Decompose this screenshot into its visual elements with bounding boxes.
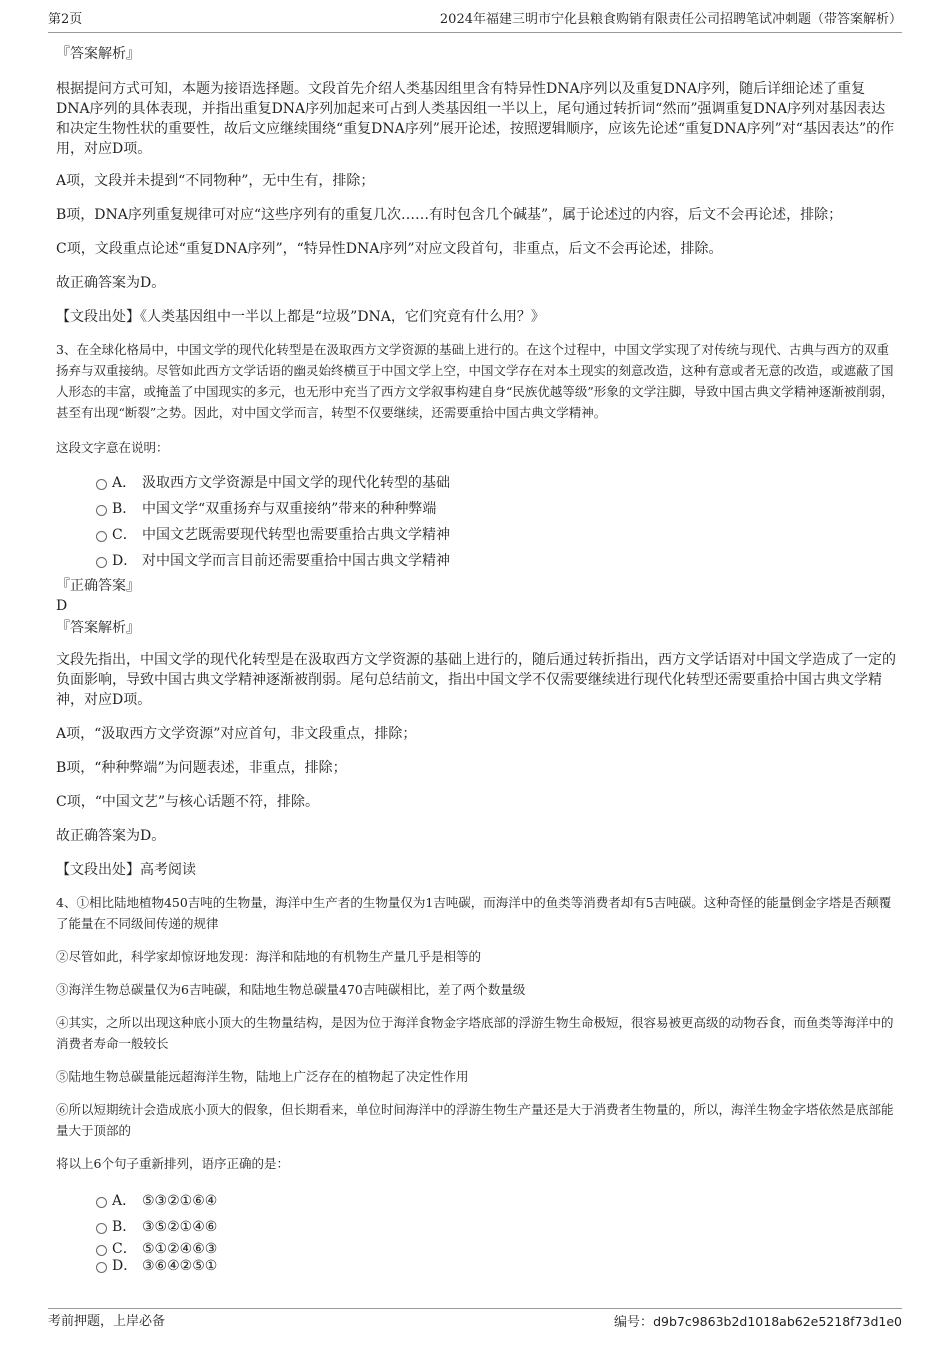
option-text: 中国文艺既需要现代转型也需要重拾古典文学精神 (142, 527, 450, 543)
code-label: 编号： (614, 1315, 654, 1330)
q4-option-a[interactable] (56, 1188, 898, 1214)
option-letter: D． (112, 1258, 138, 1274)
q2-analysis-label: 『答案解析』 (56, 46, 140, 62)
document-title: 2024年福建三明市宁化县粮食购销有限责任公司招聘笔试冲刺题（带答案解析） (439, 12, 902, 27)
radio-button[interactable] (96, 505, 107, 516)
option-text: ③⑤②①④⑥ (142, 1219, 218, 1235)
q3-analysis: 文段先指出，中国文学的现代化转型是在汲取西方文学资源的基础上进行的，随后通过转折指出，西方文学话语对中国文学造成了一定的负面影响，导致中国古典文学精神逐渐被削弱。尾句总结前文，指出中国文学不仅需要继续进行现代化转型还需要重拾中国古典文学精神，对应D项。 (56, 652, 896, 708)
q3-option-a-explain: A项，“汲取西方文学资源”对应首句，非文段重点，排除； (56, 726, 417, 742)
code-value: d9b7c9863b2d1018ab62e5218f73d1e0 (653, 1314, 902, 1329)
option-letter: C． (112, 1241, 137, 1257)
page-number: 第2页 (48, 12, 83, 27)
q2-option-a-explain: A项，文段并未提到“不同物种”，无中生有，排除； (56, 173, 375, 189)
footer-slogan: 考前押题，上岸必备 (48, 1314, 166, 1329)
q3-answer-label: 『正确答案』 (56, 578, 140, 594)
option-letter: C． (112, 527, 137, 543)
page-footer (48, 1308, 902, 1333)
radio-button[interactable] (96, 1262, 107, 1273)
q2-option-c-explain: C项，文段重点论述“重复DNA序列”，“特异性DNA序列”对应文段首句，非重点，后文不会再论述，排除。 (56, 241, 723, 257)
radio-button[interactable] (96, 1245, 107, 1256)
q4-sentence-6: ⑥所以短期统计会造成底小顶大的假象，但长期看来，单位时间海洋中的浮游生物生产量还是大于消费者生物量的，所以，海洋生物金字塔依然是底部能量大于顶部的 (56, 1102, 894, 1138)
q3-option-b-explain: B项，“种种弊端”为问题表述，非重点，排除； (56, 760, 347, 776)
radio-button[interactable] (96, 1223, 107, 1234)
radio-button[interactable] (96, 531, 107, 542)
q3-option-c-explain: C项，“中国文艺”与核心话题不符，排除。 (56, 794, 320, 810)
q4-sentence-3: ③海洋生物总碳量仅为6吉吨碳，和陆地生物总碳量470吉吨碳相比，差了两个数量级 (56, 982, 526, 997)
q3-conclusion: 故正确答案为D。 (56, 828, 166, 844)
option-text: 对中国文学而言目前还需要重拾中国古典文学精神 (142, 553, 450, 569)
q3-option-a[interactable] (56, 470, 898, 496)
q4-sentence-5: ⑤陆地生物总碳量能远超海洋生物，陆地上广泛存在的植物起了决定性作用 (56, 1069, 469, 1084)
q3-question: 这段文字意在说明： (56, 440, 169, 455)
q2-option-b-explain: B项，DNA序列重复规律可对应“这些序列有的重复几次……有时包含几个碱基”，属于论述过的内容，后文不会再论述，排除； (56, 207, 843, 223)
q3-options (56, 470, 898, 574)
q4-options (56, 1188, 898, 1274)
option-text: ⑤①②④⑥③ (142, 1241, 218, 1257)
q4-option-d[interactable] (56, 1258, 898, 1274)
q4-question: 将以上6个句子重新排列，语序正确的是： (56, 1156, 289, 1171)
option-letter: D． (112, 553, 138, 569)
q3-option-d[interactable] (56, 548, 898, 574)
page-content (56, 44, 898, 1274)
option-letter: A． (112, 475, 137, 491)
q3-option-c[interactable] (56, 522, 898, 548)
q3-source: 【文段出处】高考阅读 (56, 862, 196, 878)
q3-option-b[interactable] (56, 496, 898, 522)
q2-conclusion: 故正确答案为D。 (56, 275, 166, 291)
q2-analysis: 根据提问方式可知，本题为接语选择题。文段首先介绍人类基因组里含有特异性DNA序列以及重复DNA序列，随后详细论述了重复DNA序列的具体表现，并指出重复DNA序列加起来可占到人类基因组一半以上，尾句通过转折词“然而”强调重复DNA序列对基因表达和决定生物性状的重要性，故后文应继续围绕“重复DNA序列”展开论述，按照逻辑顺序，应该先论述“重复DNA序列”对“基因表达”的作用，对应D项。 (56, 81, 895, 157)
q3-answer: D (56, 598, 68, 614)
radio-button[interactable] (96, 557, 107, 568)
option-text: 汲取西方文学资源是中国文学的现代化转型的基础 (142, 475, 450, 491)
q2-source: 【文段出处】《人类基因组中一半以上都是“垃圾”DNA，它们究竟有什么用？》 (56, 309, 545, 325)
q4-option-b[interactable] (56, 1214, 898, 1240)
q4-sentence-1: 4、①相比陆地植物450吉吨的生物量，海洋中生产者的生物量仅为1吉吨碳，而海洋中的鱼类等消费者却有5吉吨碳。这种奇怪的能量倒金字塔是否颠覆了能量在不同级间传递的规律 (56, 895, 892, 931)
radio-button[interactable] (96, 479, 107, 490)
document-code (614, 1309, 902, 1336)
radio-button[interactable] (96, 1197, 107, 1208)
page-header (48, 8, 902, 33)
q3-passage: 3、在全球化格局中，中国文学的现代化转型是在汲取西方文学资源的基础上进行的。在这个过程中，中国文学实现了对传统与现代、古典与西方的双重扬弃与双重接纳。尽管如此西方文学话语的幽灵始终横亘于中国文学上空，中国文学存在对本土现实的刻意改造，这种有意或者无意的改造，或遮蔽了国人形态的丰富，或掩盖了中国现实的多元，也无形中充当了西方文学叙事构建自身“民族优越等级”形象的文学注脚，导致中国古典文学精神逐渐被削弱，甚至有出现“断裂”之势。因此，对中国文学而言，转型不仅要继续，还需要重拾中国古典文学精神。 (56, 342, 894, 420)
q3-analysis-label: 『答案解析』 (56, 620, 140, 636)
option-letter: B． (112, 1219, 137, 1235)
q4-option-c[interactable] (56, 1240, 898, 1258)
option-text: ③⑥④②⑤① (142, 1258, 218, 1274)
q4-sentence-4: ④其实，之所以出现这种底小顶大的生物量结构，是因为位于海洋食物金字塔底部的浮游生物生命极短，很容易被更高级的动物吞食，而鱼类等海洋中的消费者寿命一般较长 (56, 1015, 894, 1051)
option-letter: A． (112, 1193, 137, 1209)
option-text: ⑤③②①⑥④ (142, 1193, 218, 1209)
q4-sentence-2: ②尽管如此，科学家却惊讶地发现：海洋和陆地的有机物生产量几乎是相等的 (56, 949, 482, 964)
option-letter: B． (112, 501, 137, 517)
option-text: 中国文学“双重扬弃与双重接纳”带来的种种弊端 (142, 501, 437, 517)
